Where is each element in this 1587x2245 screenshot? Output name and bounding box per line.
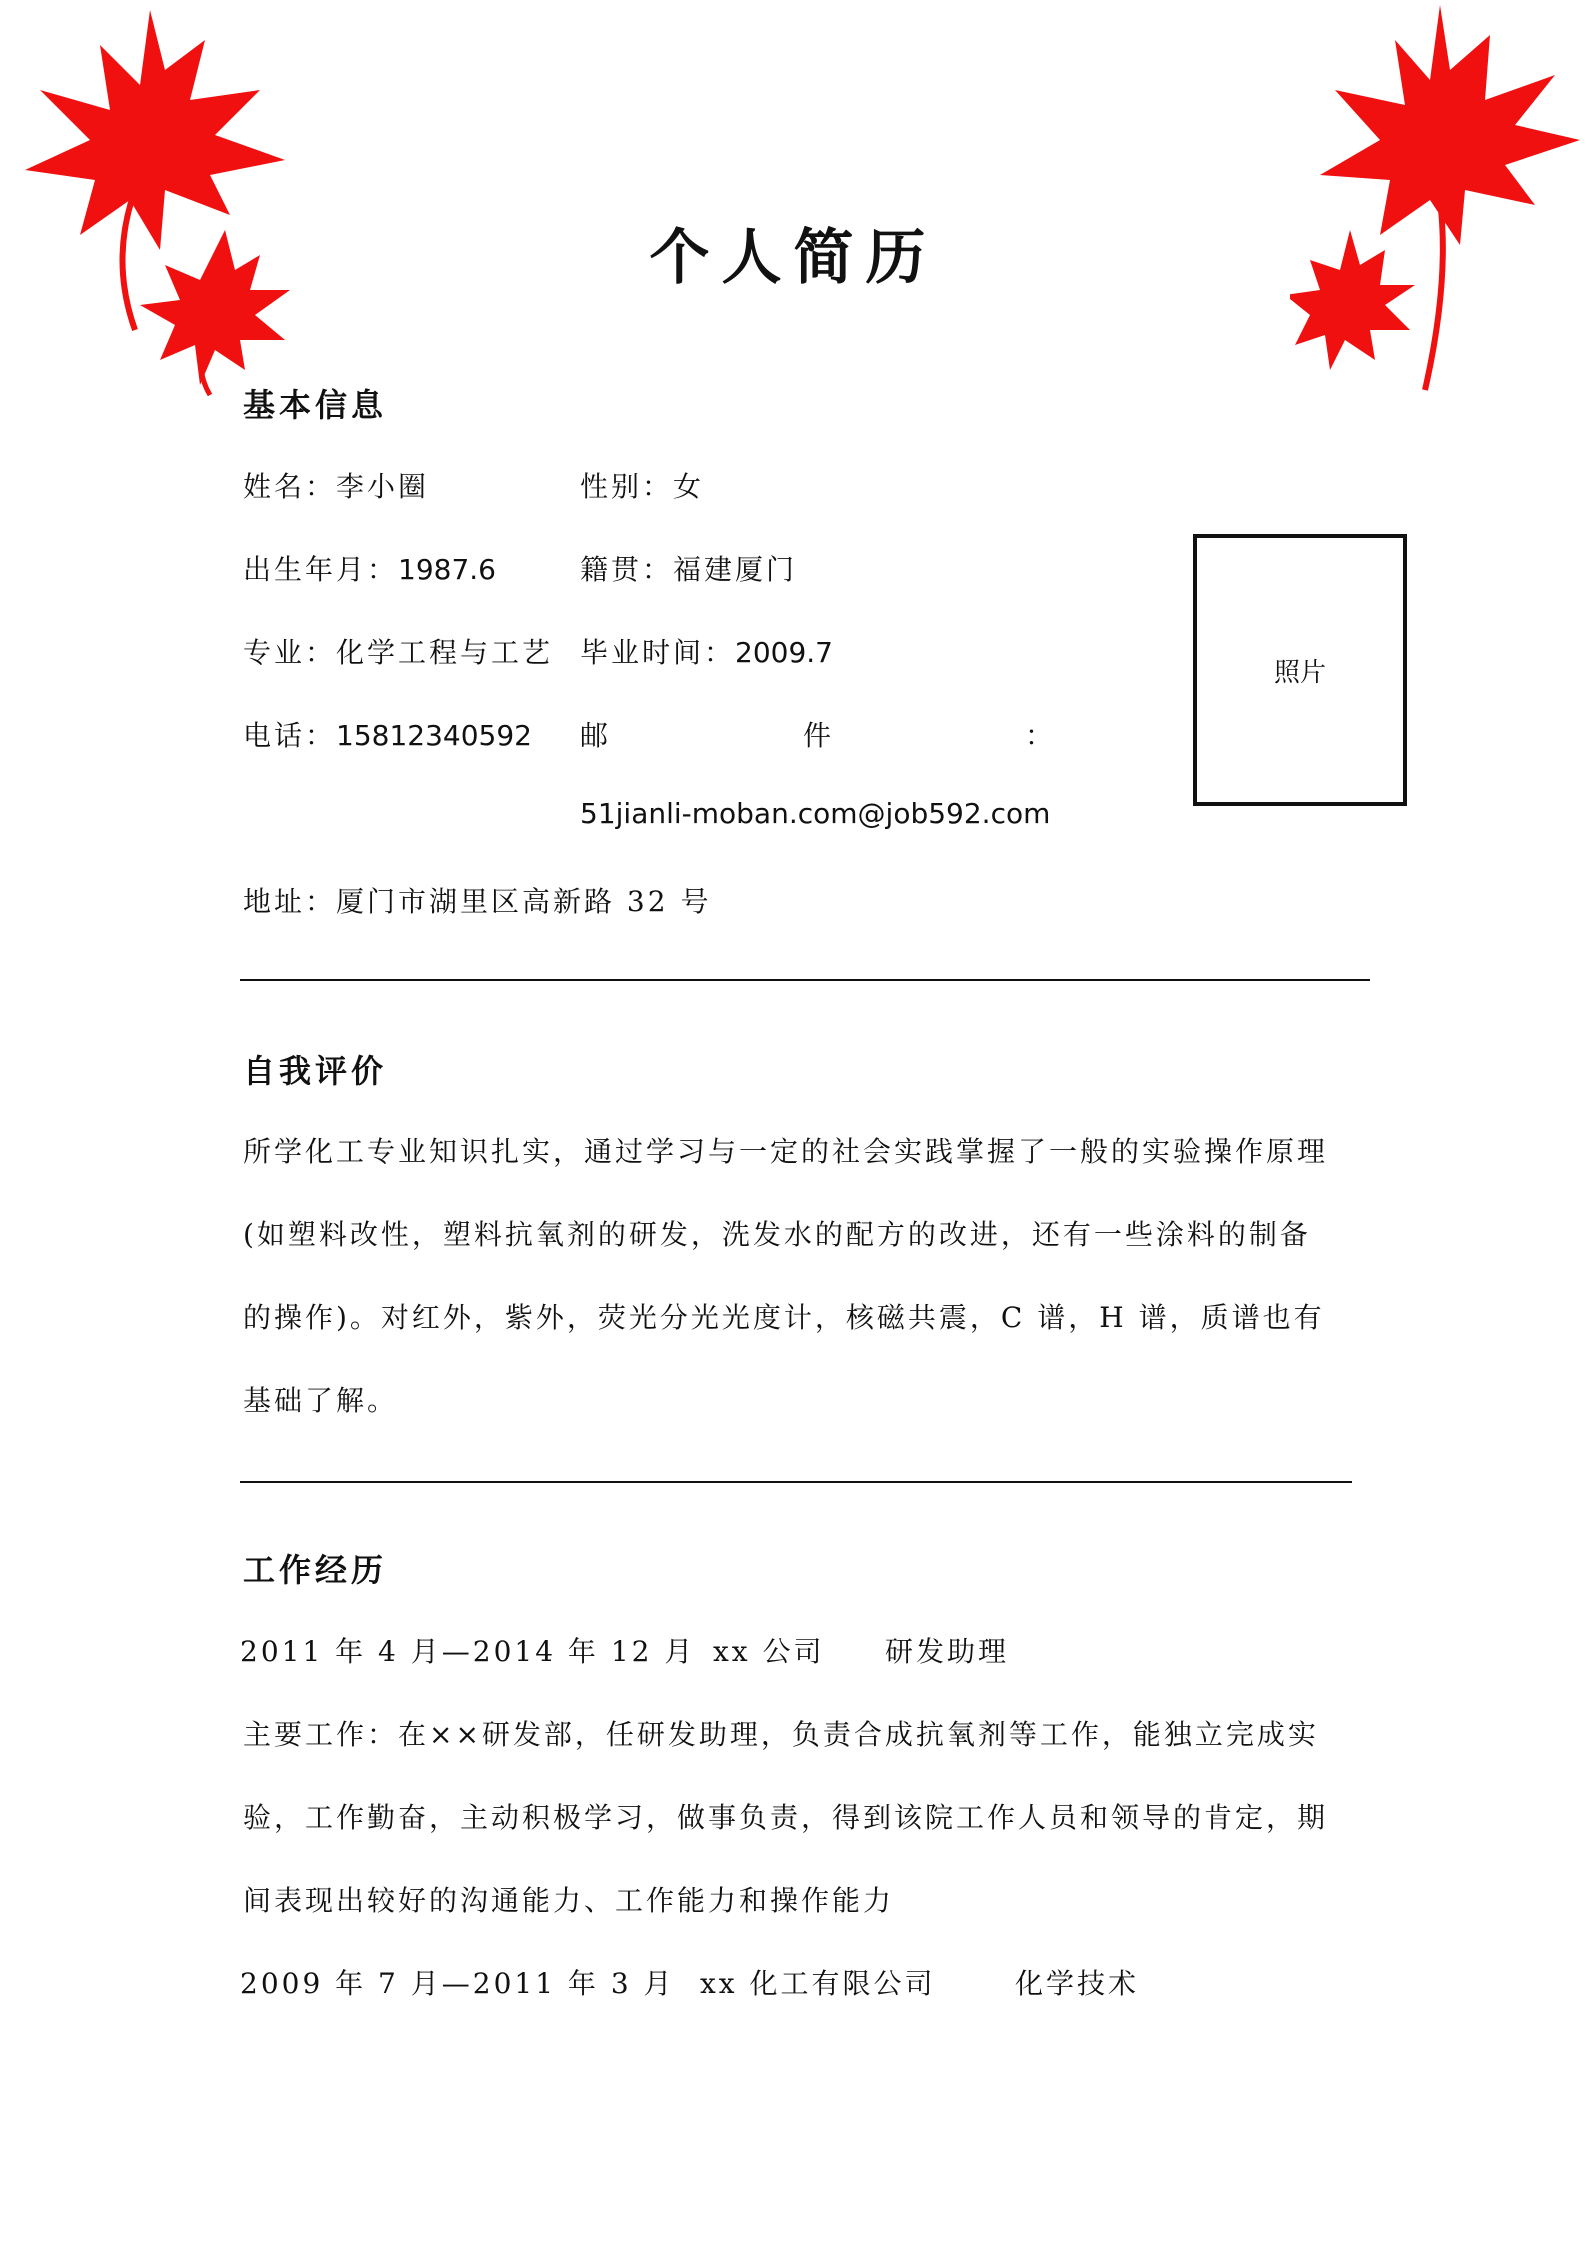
- email-value: 51jianli-moban.com@job592.com: [580, 797, 1051, 830]
- origin-value: 福建厦门: [673, 553, 798, 586]
- name-row: [243, 465, 429, 505]
- job1-desc-line: 验，工作勤奋，主动积极学习，做事负责，得到该院工作人员和领导的肯定，期: [243, 1801, 1329, 1834]
- email-label-2: 件: [803, 719, 835, 752]
- job2-position: 化学技术: [1015, 1967, 1140, 2000]
- grad-row: [580, 631, 833, 671]
- self-eval-line: 所学化工专业知识扎实，通过学习与一定的社会实践掌握了一般的实验操作原理: [243, 1135, 1329, 1168]
- address-row: [243, 880, 711, 920]
- job2-period: 2009 年 7 月—2011 年 3 月: [240, 1967, 675, 2000]
- maple-leaf-decoration-top-left: [0, 0, 300, 400]
- birth-value: 1987.6: [398, 553, 496, 586]
- grad-label: 毕业时间：: [580, 636, 736, 669]
- job1-desc-line: 间表现出较好的沟通能力、工作能力和操作能力: [243, 1884, 895, 1917]
- grad-value: 2009.7: [735, 636, 833, 669]
- self-eval-line: 的操作)。对红外，紫外，荧光分光光度计，核磁共震，C 谱，H 谱，质谱也有: [243, 1301, 1325, 1334]
- phone-row: [243, 714, 532, 754]
- major-row: [243, 631, 553, 671]
- origin-row: [580, 548, 797, 588]
- section-heading-self-eval: 自我评价: [243, 1052, 388, 1090]
- job1-desc-line: 主要工作：在××研发部，任研发助理，负责合成抗氧剂等工作，能独立完成实: [243, 1718, 1319, 1751]
- photo-placeholder: 照片: [1193, 534, 1407, 806]
- address-value: 厦门市湖里区高新路 32 号: [336, 885, 712, 918]
- section-heading-basic: 基本信息: [243, 386, 388, 424]
- address-label: 地址：: [243, 885, 337, 918]
- job1-company: xx 公司: [713, 1635, 825, 1668]
- divider: [240, 979, 1370, 981]
- divider: [240, 1481, 1352, 1483]
- major-label: 专业：: [243, 636, 337, 669]
- birth-row: [243, 548, 496, 588]
- major-value: 化学工程与工艺: [336, 636, 554, 669]
- phone-label: 电话：: [243, 719, 337, 752]
- job2-company: xx 化工有限公司: [700, 1967, 936, 2000]
- gender-value: 女: [673, 470, 705, 503]
- gender-row: [580, 465, 704, 505]
- email-label-1: 邮: [580, 719, 612, 752]
- section-heading-work: 工作经历: [243, 1551, 388, 1589]
- page-title: 个人简历: [649, 223, 938, 293]
- maple-leaf-decoration-top-right: [1290, 0, 1587, 400]
- self-eval-line: (如塑料改性，塑料抗氧剂的研发，洗发水的配方的改进，还有一些涂料的制备: [243, 1218, 1311, 1251]
- self-eval-line: 基础了解。: [243, 1384, 399, 1417]
- name-label: 姓名：: [243, 470, 337, 503]
- birth-label: 出生年月：: [243, 553, 399, 586]
- gender-label: 性别：: [580, 470, 674, 503]
- email-label-3: ：: [1025, 719, 1057, 752]
- origin-label: 籍贯：: [580, 553, 674, 586]
- phone-value: 15812340592: [336, 719, 532, 752]
- job1-position: 研发助理: [885, 1635, 1010, 1668]
- job1-period: 2011 年 4 月—2014 年 12 月: [240, 1635, 696, 1668]
- name-value: 李小圈: [336, 470, 430, 503]
